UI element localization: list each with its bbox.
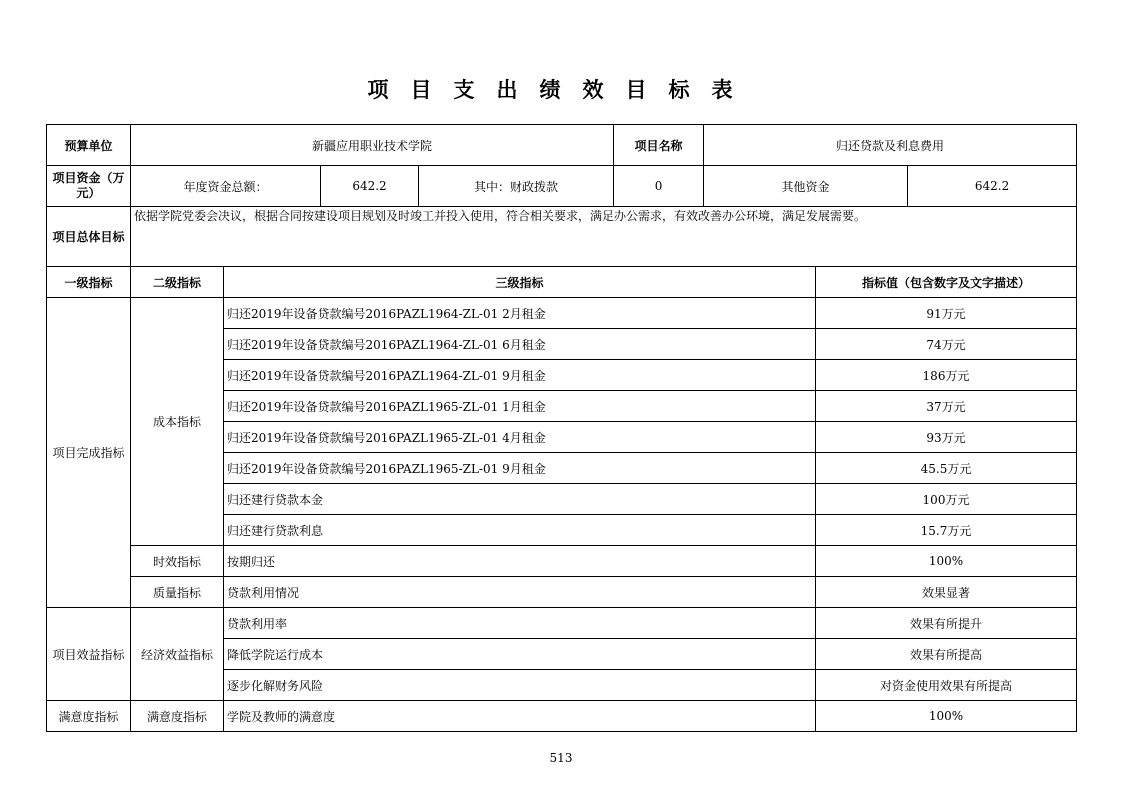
subgroup-economic: 经济效益指标 bbox=[131, 608, 224, 701]
group-completion: 项目完成指标 bbox=[47, 298, 131, 608]
indicator-cell: 归还2019年设备贷款编号2016PAZL1964-ZL-01 6月租金 bbox=[224, 329, 816, 360]
value-cell: 效果有所提高 bbox=[816, 639, 1077, 670]
project-name-value: 归还贷款及利息费用 bbox=[704, 125, 1077, 166]
fiscal-label: 其中：财政拨款 bbox=[419, 166, 614, 207]
subgroup-cost: 成本指标 bbox=[131, 298, 224, 546]
other-label: 其他资金 bbox=[704, 166, 908, 207]
subgroup-satisfaction: 满意度指标 bbox=[131, 701, 224, 732]
indicator-cell: 归还2019年设备贷款编号2016PAZL1965-ZL-01 9月租金 bbox=[224, 453, 816, 484]
header-table bbox=[46, 124, 1077, 267]
project-name-label: 项目名称 bbox=[614, 125, 704, 166]
value-cell: 100万元 bbox=[816, 484, 1077, 515]
indicator-cell: 逐步化解财务风险 bbox=[224, 670, 816, 701]
value-cell: 100% bbox=[816, 546, 1077, 577]
col-header-level3: 三级指标 bbox=[224, 267, 816, 298]
value-cell: 91万元 bbox=[816, 298, 1077, 329]
indicator-cell: 降低学院运行成本 bbox=[224, 639, 816, 670]
col-header-level1: 一级指标 bbox=[47, 267, 131, 298]
value-cell: 100% bbox=[816, 701, 1077, 732]
col-header-level2: 二级指标 bbox=[131, 267, 224, 298]
goal-text: 依据学院党委会决议，根据合同按建设项目规划及时竣工并投入使用，符合相关要求，满足办公需求，有效改善办公环境，满足发展需要。 bbox=[131, 207, 1077, 267]
funds-label: 项目资金（万元） bbox=[47, 166, 131, 207]
subgroup-time: 时效指标 bbox=[131, 546, 224, 577]
value-cell: 74万元 bbox=[816, 329, 1077, 360]
fiscal-value: 0 bbox=[614, 166, 704, 207]
goal-label: 项目总体目标 bbox=[47, 207, 131, 267]
indicator-cell: 归还2019年设备贷款编号2016PAZL1964-ZL-01 9月租金 bbox=[224, 360, 816, 391]
indicator-cell: 学院及教师的满意度 bbox=[224, 701, 816, 732]
value-cell: 186万元 bbox=[816, 360, 1077, 391]
subgroup-quality: 质量指标 bbox=[131, 577, 224, 608]
group-satisfaction: 满意度指标 bbox=[47, 701, 131, 732]
page-number: 513 bbox=[549, 751, 573, 765]
value-cell: 效果显著 bbox=[816, 577, 1077, 608]
value-cell: 93万元 bbox=[816, 422, 1077, 453]
page-title: 项目支出绩效目标表 bbox=[367, 78, 755, 102]
indicator-cell: 归还建行贷款利息 bbox=[224, 515, 816, 546]
budget-unit-label: 预算单位 bbox=[47, 125, 131, 166]
value-cell: 效果有所提升 bbox=[816, 608, 1077, 639]
budget-unit-value: 新疆应用职业技术学院 bbox=[131, 125, 614, 166]
value-cell: 37万元 bbox=[816, 391, 1077, 422]
indicator-cell: 贷款利用率 bbox=[224, 608, 816, 639]
col-header-value: 指标值（包含数字及文字描述） bbox=[816, 267, 1077, 298]
annual-total-value: 642.2 bbox=[321, 166, 419, 207]
indicator-table bbox=[46, 266, 1077, 732]
indicator-cell: 归还2019年设备贷款编号2016PAZL1965-ZL-01 4月租金 bbox=[224, 422, 816, 453]
annual-total-label: 年度资金总额： bbox=[131, 166, 321, 207]
value-cell: 15.7万元 bbox=[816, 515, 1077, 546]
indicator-cell: 贷款利用情况 bbox=[224, 577, 816, 608]
value-cell: 对资金使用效果有所提高 bbox=[816, 670, 1077, 701]
indicator-cell: 按期归还 bbox=[224, 546, 816, 577]
other-value: 642.2 bbox=[908, 166, 1077, 207]
indicator-cell: 归还2019年设备贷款编号2016PAZL1964-ZL-01 2月租金 bbox=[224, 298, 816, 329]
value-cell: 45.5万元 bbox=[816, 453, 1077, 484]
indicator-cell: 归还2019年设备贷款编号2016PAZL1965-ZL-01 1月租金 bbox=[224, 391, 816, 422]
group-benefit: 项目效益指标 bbox=[47, 608, 131, 701]
indicator-cell: 归还建行贷款本金 bbox=[224, 484, 816, 515]
